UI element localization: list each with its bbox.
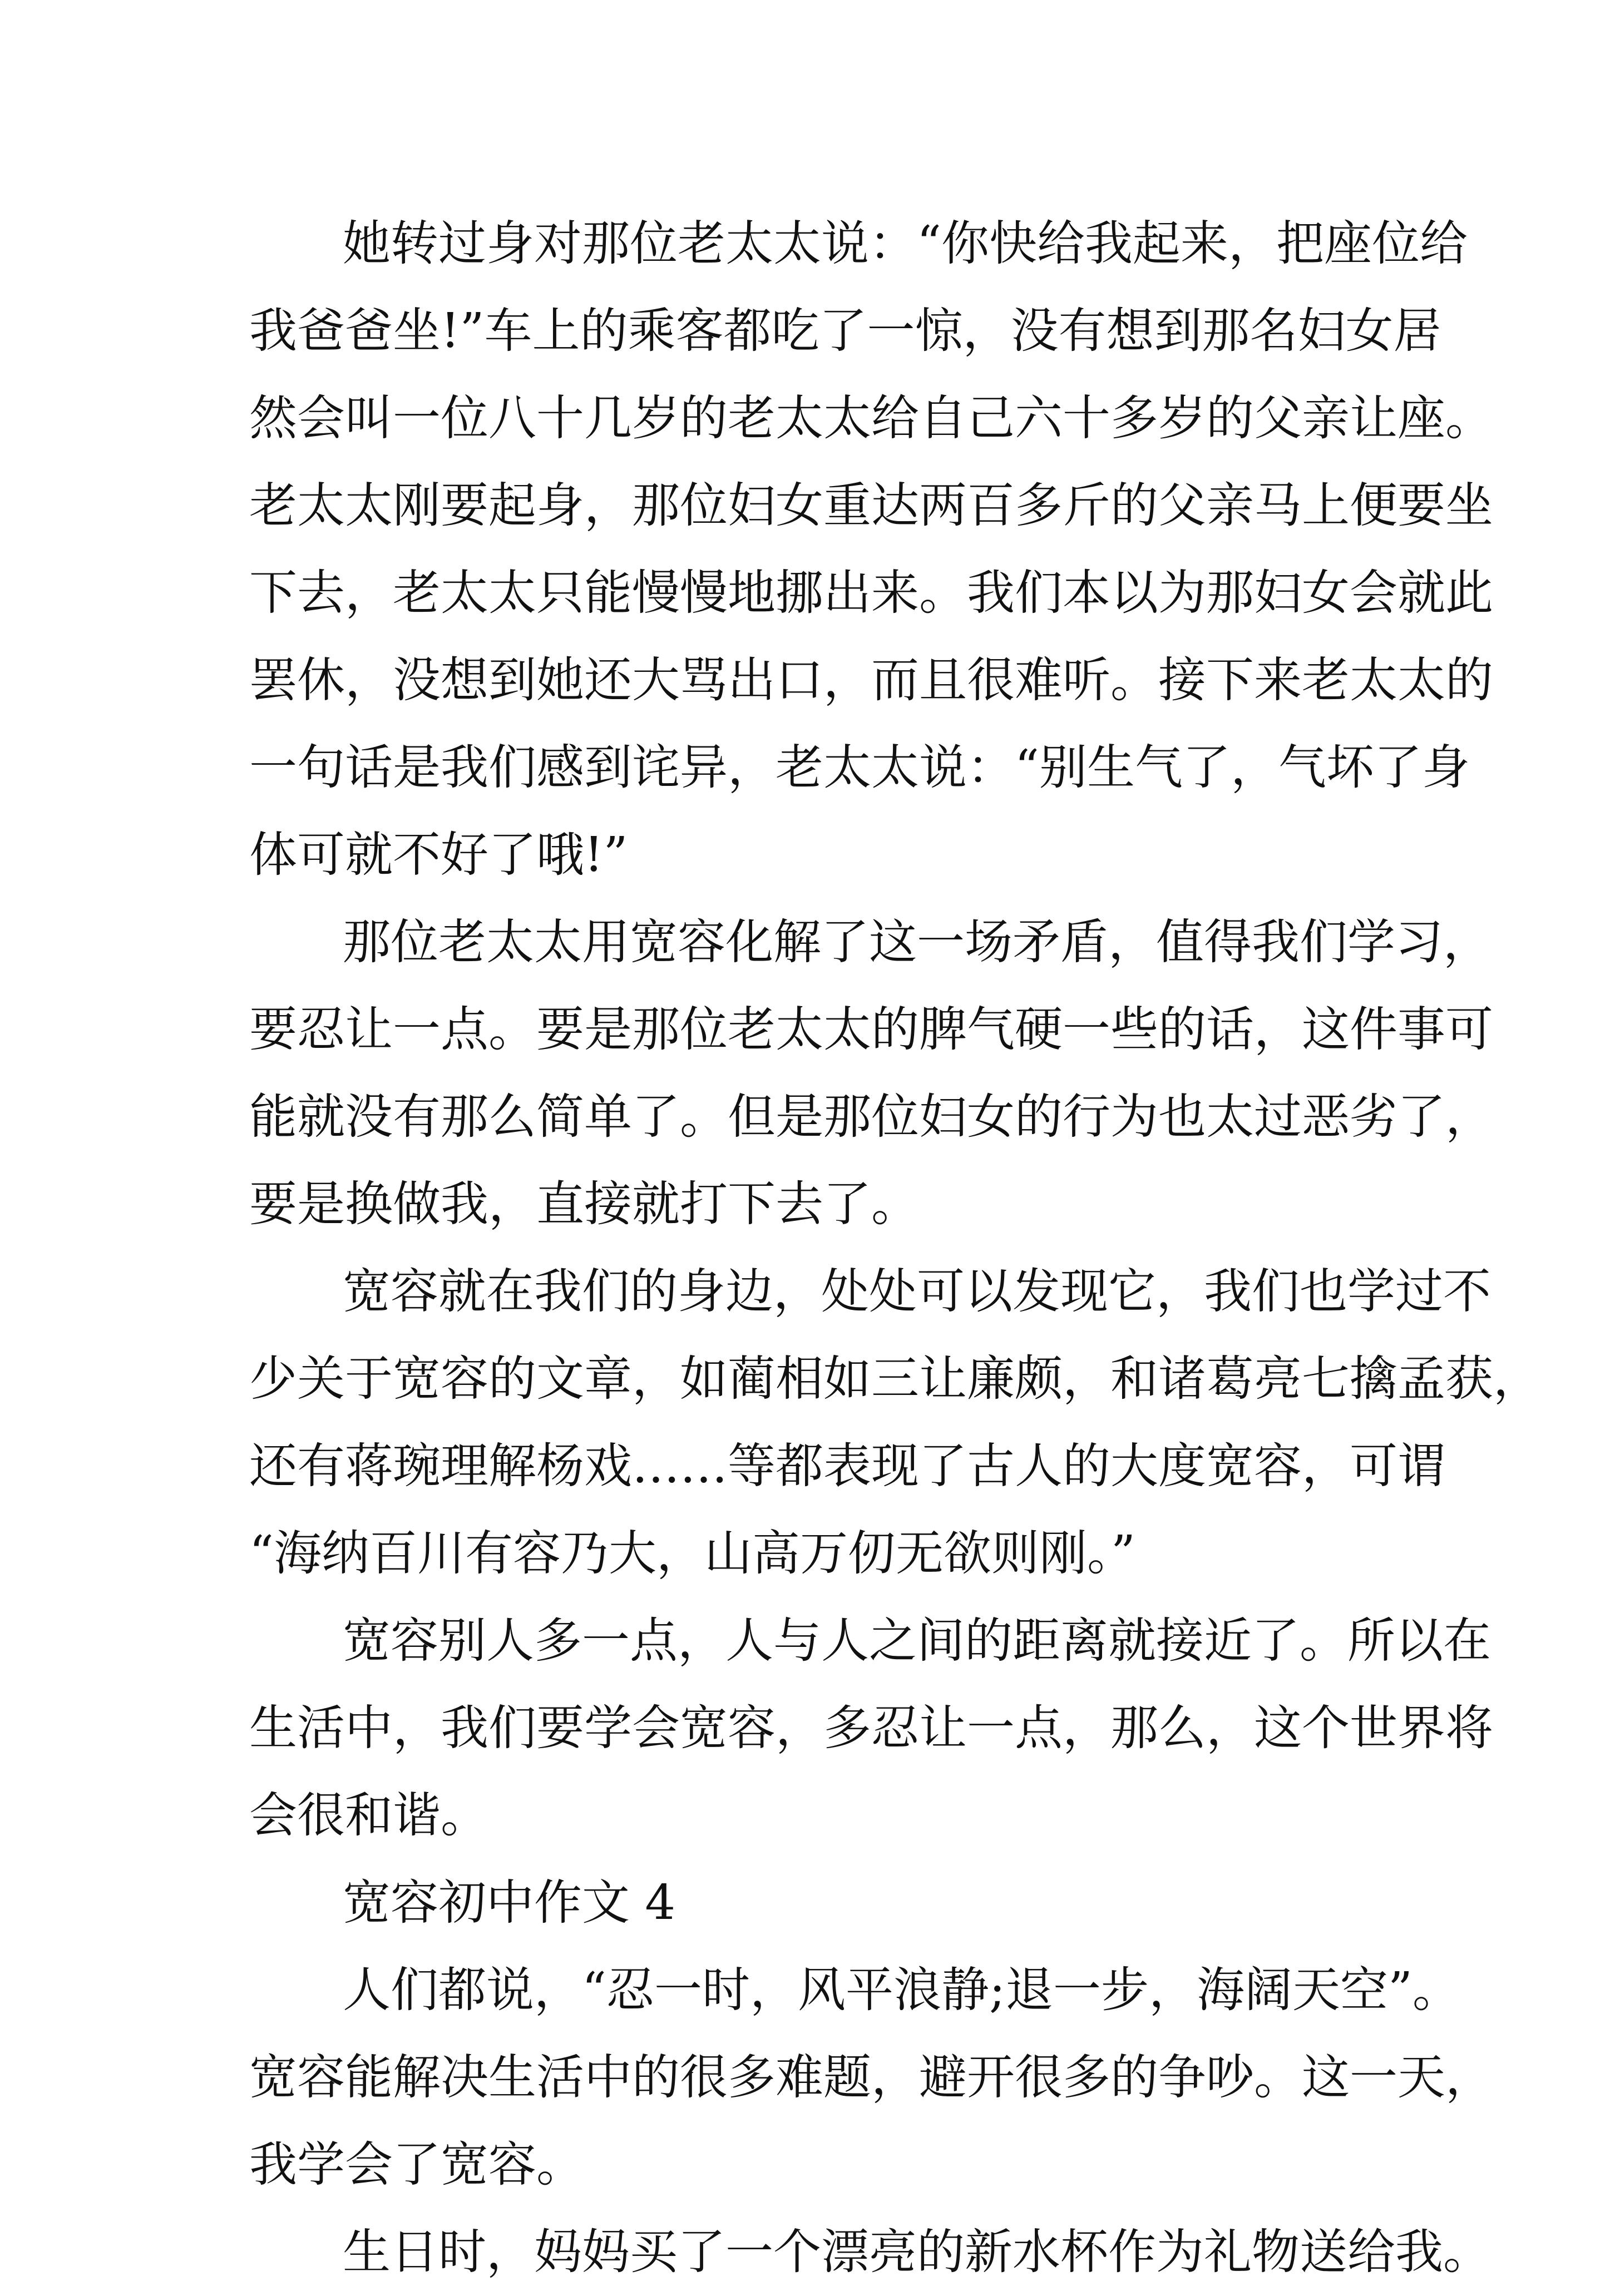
paragraph-line: 老太太刚要起身，那位妇女重达两百多斤的父亲马上便要坐 [249, 478, 1493, 533]
paragraph-line: 会很和谐。 [249, 1788, 488, 1843]
paragraph-line: 罢休，没想到她还大骂出口，而且很难听。接下来老太太的 [249, 652, 1493, 708]
paragraph-line: 我学会了宽容。 [249, 2137, 584, 2193]
paragraph-line: “海纳百川有容乃大，山高万仞无欲则刚。” [249, 1526, 1135, 1581]
paragraph-line: 宽容别人多一点，人与人之间的距离就接近了。所以在 [343, 1613, 1491, 1669]
paragraph-line: 她转过身对那位老太太说：“你快给我起来，把座位给 [343, 216, 1468, 271]
section-heading: 宽容初中作文 4 [343, 1875, 676, 1931]
paragraph-line: 人们都说，“忍一时，风平浪静;退一步，海阔天空”。 [343, 1962, 1460, 2018]
paragraph-line: 少关于宽容的文章，如蔺相如三让廉颇，和诸葛亮七擒孟获， [249, 1351, 1541, 1407]
document-body [249, 200, 1541, 2296]
paragraph-line: 要是换做我，直接就打下去了。 [249, 1176, 919, 1232]
paragraph-line: 宽容能解决生活中的很多难题，避开很多的争吵。这一天， [249, 2050, 1493, 2105]
paragraph-line: 下去，老太太只能慢慢地挪出来。我们本以为那妇女会就此 [249, 565, 1493, 621]
paragraph-line: 还有蒋琬理解杨戏……等都表现了古人的大度宽容，可谓 [249, 1438, 1445, 1494]
paragraph-line: 能就没有那么简单了。但是那位妇女的行为也太过恶劣了， [249, 1089, 1493, 1145]
paragraph-line: 我爸爸坐!”车上的乘客都吃了一惊，没有想到那名妇女居 [249, 303, 1441, 359]
paragraph-line: 一句话是我们感到诧异，老太太说：“别生气了，气坏了身 [249, 740, 1470, 795]
paragraph-line: 然会叫一位八十几岁的老太太给自己六十多岁的父亲让座。 [249, 390, 1493, 446]
paragraph-line: 生活中，我们要学会宽容，多忍让一点，那么，这个世界将 [249, 1700, 1493, 1756]
paragraph-line: 生日时，妈妈买了一个漂亮的新水杯作为礼物送给我。 [343, 2224, 1491, 2280]
paragraph-line: 宽容就在我们的身边，处处可以发现它，我们也学过不 [343, 1264, 1491, 1319]
paragraph-line: 那位老太太用宽容化解了这一场矛盾，值得我们学习， [343, 914, 1491, 970]
paragraph-line: 体可就不好了哦!” [249, 827, 628, 883]
paragraph-line: 要忍让一点。要是那位老太太的脾气硬一些的话，这件事可 [249, 1002, 1493, 1057]
